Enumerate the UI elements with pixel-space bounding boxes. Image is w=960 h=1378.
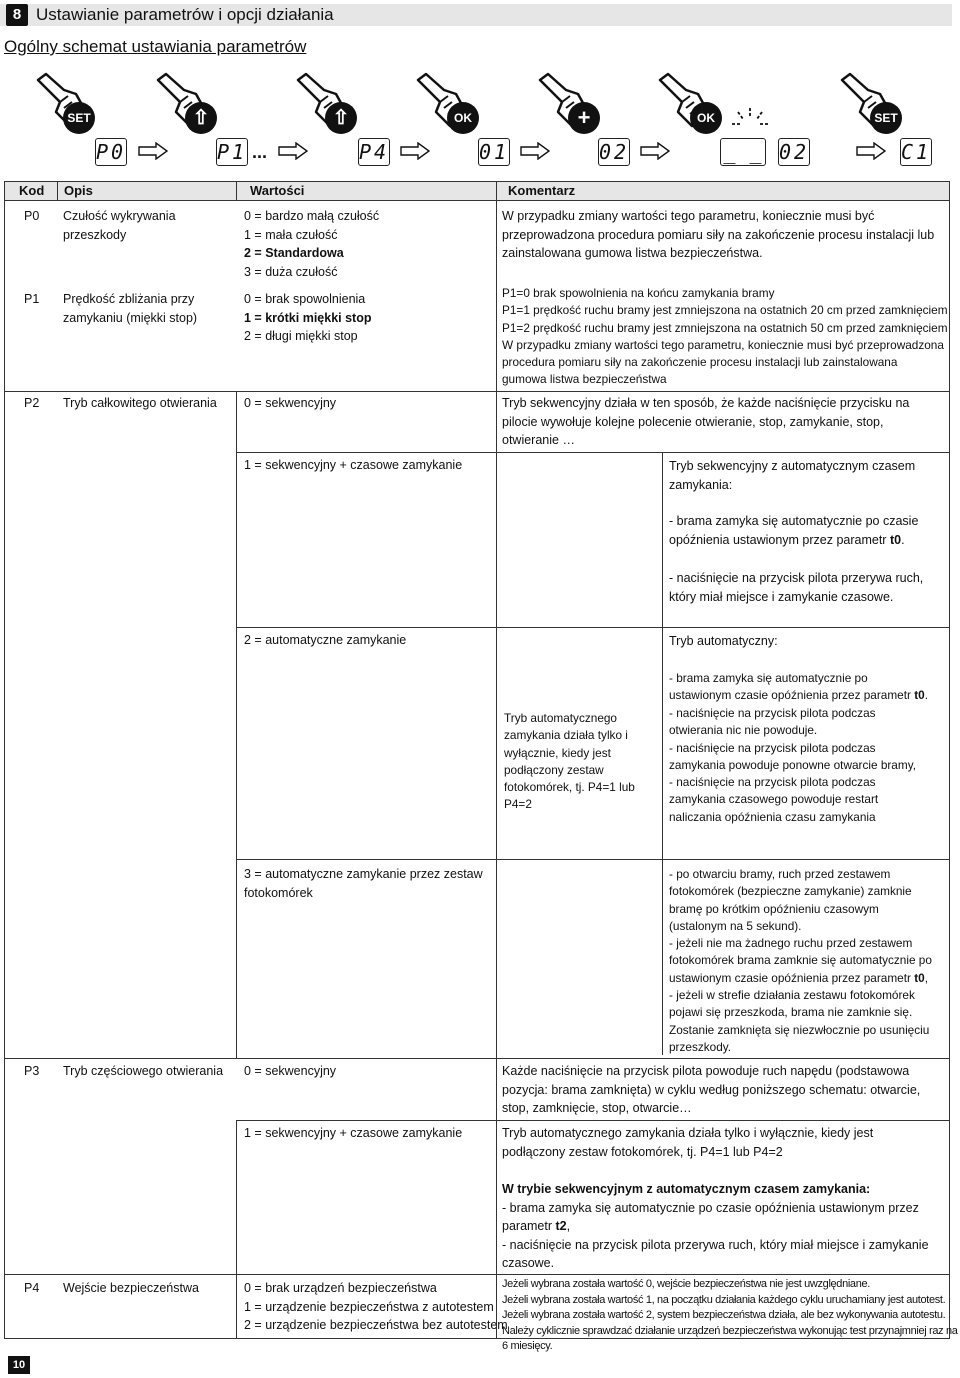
ok-button-icon: OK bbox=[447, 102, 479, 134]
divider bbox=[949, 181, 950, 1339]
divider bbox=[236, 859, 949, 860]
display-p4: P4 bbox=[359, 140, 390, 164]
divider bbox=[4, 181, 5, 1339]
code-p0: P0 bbox=[24, 209, 40, 223]
column-header-komentarz: Komentarz bbox=[508, 183, 576, 198]
table-header-bar bbox=[4, 182, 949, 200]
divider bbox=[236, 391, 237, 1059]
value-p2-3: 3 = automatyczne zamykanie przez zestaw fotokomórek bbox=[244, 867, 483, 900]
set-button-icon: SET bbox=[870, 102, 902, 134]
description-p3: Tryb częściowego otwierania bbox=[63, 1064, 224, 1078]
value-p0-0: 0 = bardzo małą czułość bbox=[244, 209, 380, 223]
divider bbox=[662, 452, 663, 628]
value-p2-1: 1 = sekwencyjny + czasowe zamykanie bbox=[244, 458, 463, 472]
comment-p2-3: - po otwarciu bramy, ruch przed zestawem fotokomórek (bezpieczne zamykanie) zamknie bramę po krótkim opóźnieniu czasowym (ustalonym na 5 sekund). - jeżeli nie ma żadnego ruchu przed zestawem fotokomórek brama zamknie się automatycznie po ustawionym czasie opóźnienia przez parametr t0, - jeżeli w strefie działania zestawu fotokomórek pojawi się przeszkoda, brama nie zamknie się. Zostanie zamknięta się niezwłocznie po usunięciu przeszkody. bbox=[669, 867, 932, 1054]
divider bbox=[4, 1058, 949, 1059]
value-p1-2: 2 = długi miękki stop bbox=[244, 329, 358, 344]
comment-p2-1-close-delay: - brama zamyka się automatycznie po czasie opóźnienia ustawionym przez parametr t0. bbox=[669, 514, 919, 547]
comment-p0: W przypadku zmiany wartości tego parametru, koniecznie musi być przeprowadzona procedura pomiaru siły na zakończenie procesu instalacji lub zainstalowana gumowa listwa bezpieczeństwa. bbox=[502, 209, 935, 261]
value-p3-1: 1 = sekwencyjny + czasowe zamykanie bbox=[244, 1126, 463, 1140]
value-p1-1-default: 1 = krótki miękki stop bbox=[244, 310, 372, 325]
page-number: 10 bbox=[8, 1356, 30, 1374]
display-p0: P0 bbox=[96, 140, 127, 164]
comment-p2-2-remote-behaviour: - naciśnięcie na przycisk pilota podczas otwierania nic nie powoduje. - naciśnięcie na przycisk pilota podczas zamykania powoduje ponowne otwarcie bramy, - naciśnięcie na przycisk pilota podczas zamykania czasowego powoduje restart naliczania opóźnienia czasu zamykania bbox=[669, 706, 916, 824]
column-header-wartosci: Wartości bbox=[250, 183, 305, 198]
description-p0: Czułość wykrywania przeszkody bbox=[63, 209, 176, 242]
up-arrow-button-icon: ⇧ bbox=[185, 102, 217, 134]
description-p1: Prędkość zbliżania przy zamykaniu (miękki stop) bbox=[63, 292, 198, 325]
comment-p2-2-auto-close: - brama zamyka się automatycznie po ustawionym czasie opóźnienia przez parametr t0. bbox=[669, 671, 929, 703]
value-p0-2-default: 2 = Standardowa bbox=[244, 246, 344, 261]
description-p4: Wejście bezpieczeństwa bbox=[63, 1281, 199, 1295]
divider bbox=[4, 1274, 949, 1275]
right-arrow-icon bbox=[640, 142, 670, 160]
up-arrow-button-icon: ⇧ bbox=[325, 102, 357, 134]
divider bbox=[236, 1120, 237, 1274]
comment-p1: P1=0 brak spowolnienia na końcu zamykania bramy P1=1 prędkość ruchu bramy jest zmniejszona na ostatnich 20 cm przed zamknięciem P1=2 prędkość ruchu bramy jest zmniejszona na ostatnich 50 cm przed zamknięciem W przypadku zmiany wartości tego parametru, koniecznie musi być przeprowadzona procedura pomiaru siły na zakończenie procesu instalacji lub zainstalowana gumowa listwa bezpieczeństwa bbox=[502, 286, 948, 387]
comment-p3-2-title: W trybie sekwencyjnym z automatycznym czasem zamykania: bbox=[502, 1182, 871, 1196]
parameter-scheme-diagram bbox=[0, 70, 960, 175]
divider bbox=[236, 452, 949, 453]
divider bbox=[662, 627, 663, 860]
divider bbox=[57, 181, 58, 200]
comment-p2-2-title: Tryb automatyczny: bbox=[669, 634, 778, 648]
column-header-kod: Kod bbox=[19, 183, 45, 198]
code-p2: P2 bbox=[24, 396, 40, 410]
section-number: 8 bbox=[6, 4, 28, 26]
comment-p2-2-note: Tryb automatycznego zamykania działa tylko i wyłącznie, kiedy jest podłączony zestaw fotokomórek, tj. P4=1 lub P4=2 bbox=[504, 711, 635, 812]
plus-button-icon: + bbox=[568, 102, 600, 134]
comment-p3-0: Każde naciśnięcie na przycisk pilota powoduje ruch napędu (podstawowa pozycja: brama zamknięta) w cyklu według poniższego schematu: otwarcie, stop, zamknięcie, stop, otwarcie… bbox=[502, 1064, 921, 1116]
divider bbox=[496, 181, 497, 1339]
value-p3-0: 0 = sekwencyjny bbox=[244, 1064, 337, 1078]
code-p3: P3 bbox=[24, 1064, 40, 1078]
divider bbox=[236, 1274, 237, 1338]
comment-p3-2: - brama zamyka się automatycznie po czasie opóźnienia ustawionym przez parametr t2, - naciśnięcie na przycisk pilota przerywa ruch, który miał miejsce i zamykanie czasowe. bbox=[502, 1200, 929, 1271]
right-arrow-icon bbox=[278, 142, 308, 160]
value-p1-0: 0 = brak spowolnienia bbox=[244, 292, 366, 306]
divider bbox=[4, 391, 949, 392]
value-p4-2: 2 = urządzenie bezpieczeństwa bez autotestem bbox=[244, 1318, 508, 1333]
value-p4-0: 0 = brak urządzeń bezpieczeństwa bbox=[244, 1281, 437, 1295]
comment-p4: Jeżeli wybrana została wartość 0, wejście bezpieczeństwa nie jest uwzględniane. Jeżeli wybrana została wartość 1, na początku działania każdego cyklu uruchamiany jest autotest. Jeżeli wybrana została wartość 2, system bezpieczeństwa działa, ale bez wykonywania autotestu. Należy cyklicznie sprawdzać działanie urządzeń bezpieczeństwa wykonując test przynajmniej raz na 6 miesięcy. bbox=[502, 1278, 958, 1353]
divider bbox=[4, 200, 949, 201]
comment-p3-1: Tryb automatycznego zamykania działa tylko i wyłącznie, kiedy jest podłączony zestaw fotokomórek, tj. P4=1 lub P4=2 bbox=[502, 1126, 874, 1159]
divider bbox=[4, 181, 949, 182]
section-title: Ustawianie parametrów i opcji działania bbox=[36, 5, 334, 24]
value-p0-3: 3 = duża czułość bbox=[244, 264, 338, 279]
value-p2-2: 2 = automatyczne zamykanie bbox=[244, 633, 407, 647]
set-button-icon: SET bbox=[63, 102, 95, 134]
value-p2-0: 0 = sekwencyjny bbox=[244, 396, 337, 410]
display-p1: P1 bbox=[217, 140, 248, 164]
comment-p2-0: Tryb sekwencyjny działa w ten sposób, że każde naciśnięcie przycisku na pilocie wywołuje kolejne polecenie otwieranie, stop, zamykanie, stop, otwieranie … bbox=[502, 396, 910, 448]
value-p0-1: 1 = mała czułość bbox=[244, 227, 338, 242]
ellipsis: ... bbox=[252, 142, 268, 162]
display-c1: C1 bbox=[901, 140, 932, 164]
ok-button-icon: OK bbox=[690, 102, 722, 134]
comment-p2-1-interrupt: - naciśnięcie na przycisk pilota przerywa ruch, który miał miejsce i zamykanie czasowe. bbox=[669, 571, 924, 604]
display-02-confirmed: 02 bbox=[779, 140, 810, 164]
right-arrow-icon bbox=[856, 142, 886, 160]
right-arrow-icon bbox=[520, 142, 550, 160]
code-p4: P4 bbox=[24, 1281, 40, 1295]
divider bbox=[236, 627, 949, 628]
divider bbox=[236, 181, 237, 200]
value-p4-1: 1 = urządzenie bezpieczeństwa z autotestem bbox=[244, 1299, 494, 1314]
divider bbox=[662, 859, 663, 1055]
blink-rays-icon bbox=[730, 106, 770, 142]
display-01: 01 bbox=[479, 140, 510, 164]
right-arrow-icon bbox=[138, 142, 168, 160]
description-p2: Tryb całkowitego otwierania bbox=[63, 396, 217, 410]
right-arrow-icon bbox=[400, 142, 430, 160]
code-p1: P1 bbox=[24, 292, 40, 306]
display-02: 02 bbox=[599, 140, 630, 164]
column-header-opis: Opis bbox=[64, 183, 93, 198]
page-subtitle: Ogólny schemat ustawiania parametrów bbox=[4, 37, 307, 56]
display-blank: _ _ bbox=[720, 138, 766, 166]
divider bbox=[236, 1120, 949, 1121]
comment-p2-1-title: Tryb sekwencyjny z automatycznym czasem zamykania: bbox=[669, 459, 916, 492]
